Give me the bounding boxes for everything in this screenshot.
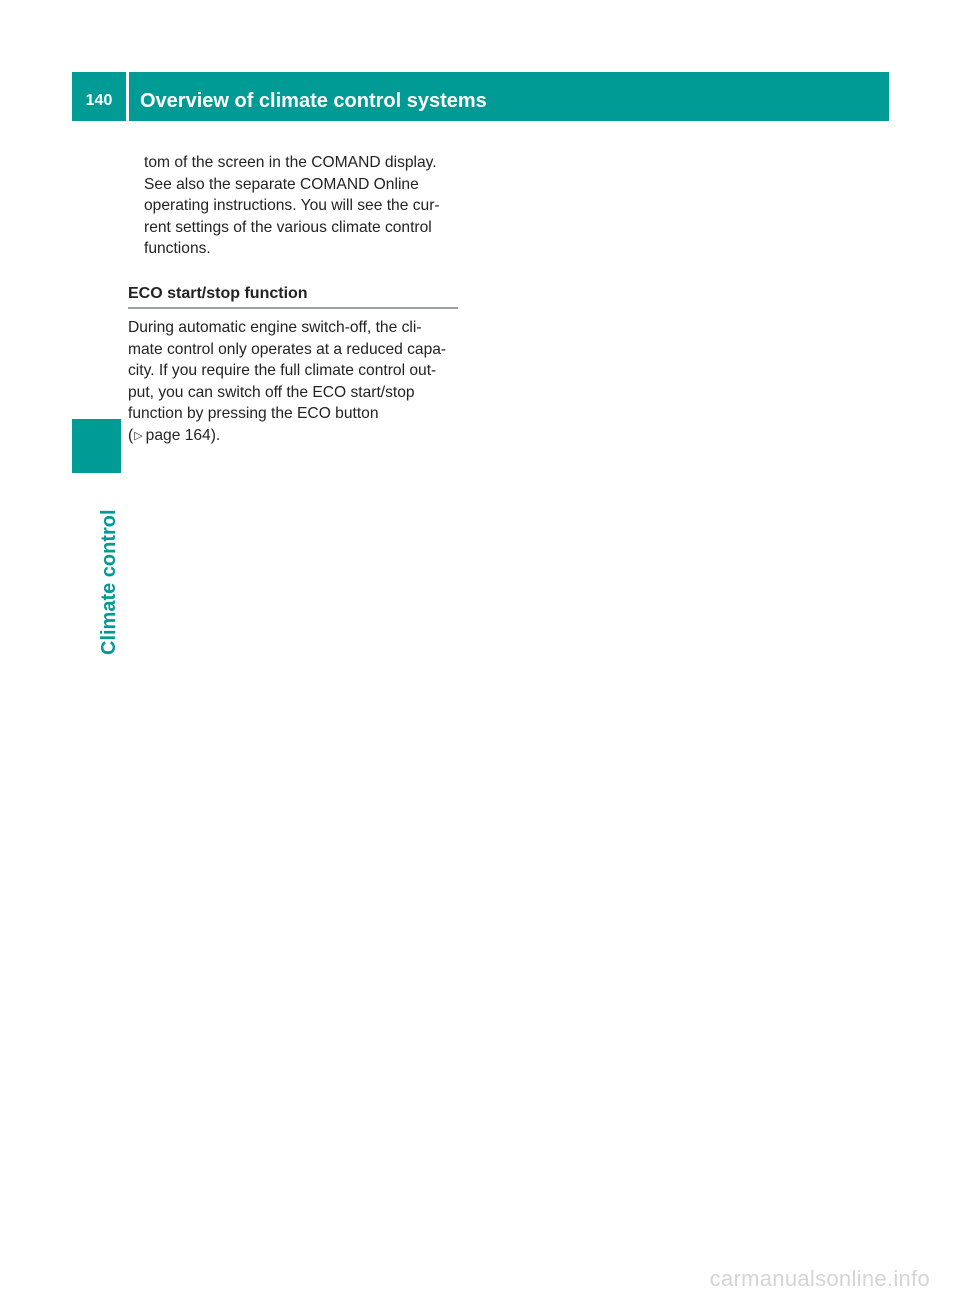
paragraph-line: put, you can switch off the ECO start/stop	[128, 383, 415, 401]
paragraph-line: See also the separate COMAND Online	[144, 175, 419, 193]
paragraph-line: tom of the screen in the COMAND display.	[144, 154, 437, 171]
paragraph-line: During automatic engine switch-off, the cli-	[128, 319, 422, 336]
paragraph-line: city. If you require the full climate control out-	[128, 362, 437, 379]
intro-paragraph	[144, 152, 460, 260]
page-title: Overview of climate control systems	[140, 90, 487, 112]
header-divider	[126, 72, 129, 121]
page-reference-text: page 164).	[145, 426, 221, 444]
section-heading-eco: ECO start/stop function	[128, 285, 308, 302]
page-reference-open-paren: (	[128, 426, 134, 444]
eco-paragraph	[128, 317, 462, 447]
side-tab-marker	[72, 419, 121, 473]
page-number: 140	[85, 92, 113, 109]
side-tab-label: Climate control	[98, 509, 120, 655]
page-reference-arrow-icon: ▷	[134, 429, 143, 442]
page-reference-link[interactable]	[128, 425, 462, 448]
paragraph-line: function by pressing the ECO button	[128, 405, 379, 422]
watermark: carmanualsonline.info	[709, 1266, 930, 1291]
section-divider	[128, 307, 458, 309]
paragraph-line: rent settings of the various climate control	[144, 218, 432, 236]
paragraph-line: mate control only operates at a reduced capa-	[128, 340, 447, 358]
paragraph-line: functions.	[144, 240, 211, 257]
paragraph-line: operating instructions. You will see the cur-	[144, 197, 440, 214]
